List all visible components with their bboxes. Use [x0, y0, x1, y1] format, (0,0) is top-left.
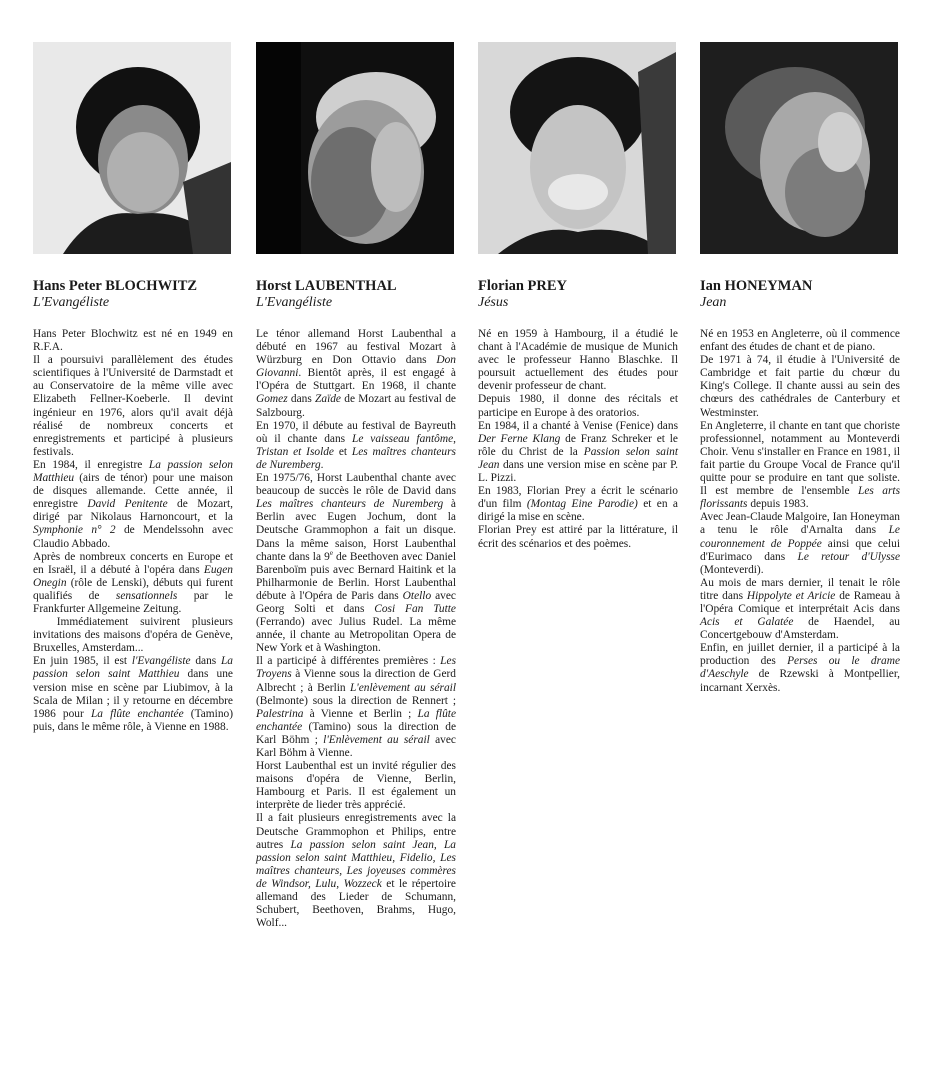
singer-column-blochwitz [33, 42, 233, 734]
singer-column-honeyman [700, 42, 900, 695]
singer-name: Hans Peter BLOCHWITZ [33, 278, 198, 294]
singer-column-laubenthal [256, 42, 456, 930]
portrait-photo-icon [700, 42, 898, 254]
singer-role: Jean [700, 295, 727, 310]
portrait-photo-honeyman [700, 42, 898, 254]
singer-bio: Hans Peter Blochwitz est né en 1949 en R.F.A. Il a poursuivi parallèlement des études scientifiques à l'Université de Darmstadt et au Conservatoire de la même ville avec Elizabeth Fellner-Koeberle. Il devint ingénieur en 1976, alors qu'il avait déjà réalisé de nombreux concerts et enregistrements et participé à plusieurs festivals. En 1984, il enregistre La passion selon Matthieu (airs de ténor) pour une maison de disques allemande. Cette année, il enregistre David Penitente de Mozart, dirigé par Nikolaus Harnoncourt, et la Symphonie n° 2 de Mendelssohn avec Claudio Abbado. Après de nombreux concerts en Europe et en Israël, il a débuté à l'opéra dans Eugen Onegin (rôle de Lenski), débuts qui furent qualifiés de sensationnels par le Frankfurter Allgemeine Zeitung. Immédiatement suivirent plusieurs invitations des maisons d'opéra de Genève, Bruxelles, Amsterdam... En juin 1985, il est l'Evangéliste dans La passion selon saint Matthieu dans une version mise en scène par Liubimov, à la Scala de Milan ; il y retourne en décembre 1986 pour La flûte enchantée (Tamino) puis, dans le même rôle, à Vienne en 1988. [33, 328, 234, 733]
singer-role: L'Evangéliste [33, 295, 110, 310]
portrait-photo-icon [33, 42, 231, 254]
portrait-photo-icon [478, 42, 676, 254]
singer-bio: Né en 1953 en Angleterre, où il commence enfant des études de chant et de piano. De 1971 à 74, il étudie à l'Université de Cambridge et fait partie du chœur du King's College. Il chante aussi au sein des chœurs des cathédrales de Canterbury et Westminster. En Angleterre, il chante en tant que choriste professionnel, notamment au Monteverdi Choir. Venu s'installer en France en 1981, il fait partie du Groupe Vocal de France qu'il quitte pour se produire en tant que soliste. Il est membre de l'ensemble Les arts florissants depuis 1983. Avec Jean-Claude Malgoire, Ian Honeyman a tenu le rôle d'Arnalta dans Le couronnement de Poppée ainsi que celui d'Eurimaco dans Le retour d'Ulysse (Monteverdi). Au mois de mars dernier, il tenait le rôle titre dans Hippolyte et Aricie de Rameau à l'Opéra Comique et interprétait Acis dans Acis et Galatée de Haendel, au Concertgebouw d'Amsterdam. Enfin, en juillet dernier, il a participé à la production des Perses ou le drame d'Aeschyle de Rzewski à Montpellier, incarnant Xerxès. [700, 328, 901, 694]
singer-name: Horst LAUBENTHAL [256, 278, 397, 294]
singer-name: Florian PREY [478, 278, 568, 294]
portrait-photo-icon [256, 42, 454, 254]
portrait-photo-blochwitz [33, 42, 231, 254]
singer-bio: Né en 1959 à Hambourg, il a étudié le chant à l'Académie de musique de Munich avec le professeur Hanno Blaschke. Il poursuit actuellement des études pour devenir professeur de chant. Depuis 1980, il donne des récitals et participe en Europe à des oratorios. En 1984, il a chanté à Venise (Fenice) dans Der Ferne Klang de Franz Schreker et le rôle du Christ de la Passion selon saint Jean dans une version mise en scène par P. L. Pizzi. En 1983, Florian Prey a écrit le scénario d'un film (Montag Eine Parodie) et en a dirigé la mise en scène. Florian Prey est attiré par la littérature, il écrit des scénarios et des poèmes. [478, 328, 678, 550]
singer-name: Ian HONEYMAN [700, 278, 813, 294]
portrait-photo-prey [478, 42, 676, 254]
singer-column-prey [478, 42, 678, 551]
singer-role: L'Evangéliste [256, 295, 333, 310]
singer-bio: Le ténor allemand Horst Laubenthal a débuté en 1967 au festival Mozart à Würzburg en Don Ottavio dans Don Giovanni. Bientôt après, il est engagé à l'Opéra de Stuttgart. En 1968, il chante Gomez dans Zaïde de Mozart au festival de Salzbourg. En 1970, il débute au festival de Bayreuth où il chante dans Le vaisseau fantôme, Tristan et Isolde et Les maîtres chanteurs de Nuremberg. En 1975/76, Horst Laubenthal chante avec beaucoup de succès le rôle de David dans Les maîtres chanteurs de Nuremberg à Berlin avec Eugen Jochum, dont la Deutsche Grammophon a fait un disque. Dans la même saison, Horst Laubenthal chante dans la 9e de Beethoven avec Daniel Barenboïm puis avec Bernard Haitink et la Philharmonie de Berlin. Horst Laubenthal débute à l'Opéra de Paris dans Otello avec Georg Solti et dans Cosi Fan Tutte (Ferrando) avec Julius Rudel. La même année, il chante au Metropolitan Opera de New York et à Washington. Il a participé à différentes premières : Les Troyens à Vienne sous la direction de Gerd Albrecht ; à Berlin L'enlèvement au sérail (Belmonte) sous la direction de Rennert ; Palestrina à Vienne et Berlin ; La flûte enchantée (Tamino) sous la direction de Karl Böhm ; l'Enlèvement au sérail avec Karl Böhm à Vienne. Horst Laubenthal est un invité régulier des maisons d'opéra de Vienne, Berlin, Hambourg et Paris. Il est également un interprète de lieder très apprécié. Il a fait plusieurs enregistrements avec la Deutsche Grammophon et Philips, entre autres La passion selon saint Jean, La passion selon saint Matthieu, Fidelio, Les maîtres chanteurs, Les joyeuses commères de Windsor, Lulu, Wozzeck et le répertoire allemand des Lieder de Schumann, Schubert, Beethoven, Brahms, Hugo, Wolf... [256, 328, 457, 930]
singer-role: Jésus [478, 295, 509, 310]
portrait-photo-laubenthal [256, 42, 454, 254]
